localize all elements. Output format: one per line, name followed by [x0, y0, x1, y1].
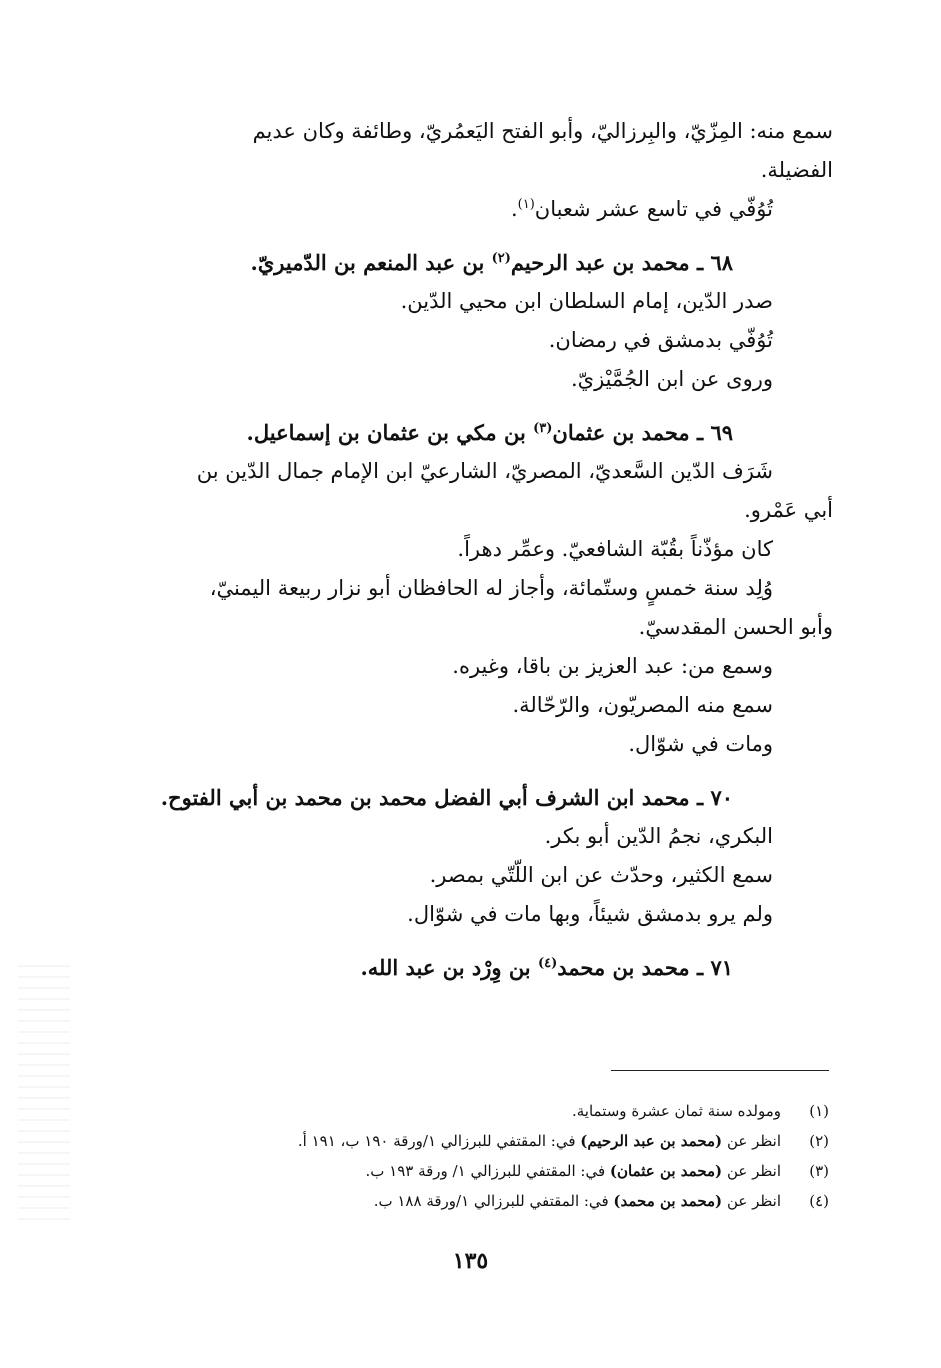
text-line: كان مؤذّناً بقُبّة الشافعيّ. وعمِّر دهراً. — [457, 537, 773, 561]
text-line: تُوُفّي بدمشق في رمضان. — [548, 328, 773, 352]
footnote-ref: (٤) — [537, 956, 558, 971]
text-line: ومات في شوّال. — [628, 732, 773, 756]
footnote-text: انظر عن (محمد بن عبد الرحيم) في: المقتفي للبرزالي ١/ورقة ١٩٠ ب، ١٩١ أ. — [297, 1132, 781, 1150]
footnote-text: ومولده سنة ثمان عشرة وستماية. — [571, 1102, 781, 1120]
scan-margin-noise — [18, 960, 70, 1220]
entry-68-heading: ٦٨ ـ محمد بن عبد الرحيم$^{(٢)}$ بن عبد المنعم بن الدّميريّ. — [250, 250, 733, 275]
page-number: ١٣٥ — [452, 1248, 489, 1274]
main-text — [108, 112, 833, 987]
text-line: البكري، نجمُ الدّين أبو بكر. — [544, 824, 773, 848]
footnote-1 — [109, 1096, 829, 1126]
footnote-2 — [109, 1126, 829, 1156]
footnotes — [109, 1096, 829, 1216]
footnote-number: (٢) — [809, 1132, 829, 1150]
footnote-4 — [109, 1186, 829, 1216]
footnote-ref: (٢) — [491, 251, 511, 266]
footnote-number: (٤) — [809, 1192, 829, 1210]
footnote-number: (١) — [809, 1102, 829, 1120]
text-line: وُلِد سنة خمسٍ وستّمائة، وأجاز له الحافظان أبو نزار ربيعة اليمنيّ، — [209, 576, 773, 600]
footnote-ref: (١) — [517, 197, 535, 212]
footnote-ref: (٣) — [533, 421, 553, 436]
footnote-number: (٣) — [809, 1162, 829, 1180]
text-line: وروى عن ابن الجُمَّيْزيّ. — [570, 367, 773, 391]
text-line: سمع منه: المِزّيّ، والبِرزاليّ، وأبو الفتح اليَعمُريّ، وطائفة وكان عديم — [252, 119, 833, 143]
footnote-text: انظر عن (محمد بن عثمان) في: المقتفي للبرزالي ١/ ورقة ١٩٣ ب. — [365, 1162, 781, 1180]
footnote-text: انظر عن (محمد بن محمد) في: المقتفي للبرزالي ١/ورقة ١٨٨ ب. — [373, 1192, 781, 1210]
text-line: ولم يرو بدمشق شيئاً، وبها مات في شوّال. — [407, 902, 773, 926]
text-line: سمع منه المصريّون، والرّحّالة. — [512, 693, 773, 717]
footnote-3 — [109, 1156, 829, 1186]
text-line: أبي عَمْرو. — [744, 498, 833, 522]
text-line: سمع الكثير، وحدّث عن ابن اللّتّي بمصر. — [429, 863, 773, 887]
text-line: وأبو الحسن المقدسيّ. — [638, 615, 833, 639]
footnote-divider — [611, 1070, 829, 1071]
text-line: تُوُفّي في تاسع عشر شعبان$^{(١)}$. — [510, 197, 773, 221]
entry-69-heading: ٦٩ ـ محمد بن عثمان$^{(٣)}$ بن مكي بن عثمان بن إسماعيل. — [246, 420, 733, 445]
text-line: صدر الدّين، إمام السلطان ابن محيي الدّين. — [400, 289, 773, 313]
text-line: الفضيلة. — [760, 158, 833, 182]
entry-70-heading: ٧٠ ـ محمد ابن الشرف أبي الفضل محمد بن محمد بن أبي الفتوح. — [160, 785, 733, 810]
text-line: شَرَف الدّين السَّعديّ، المصريّ، الشارعيّ ابن الإمام جمال الدّين بن — [196, 459, 773, 483]
text-line: وسمع من: عبد العزيز بن باقا، وغيره. — [452, 654, 773, 678]
entry-71-heading: ٧١ ـ محمد بن محمد$^{(٤)}$ بن وِرْد بن عبد الله. — [360, 955, 733, 980]
